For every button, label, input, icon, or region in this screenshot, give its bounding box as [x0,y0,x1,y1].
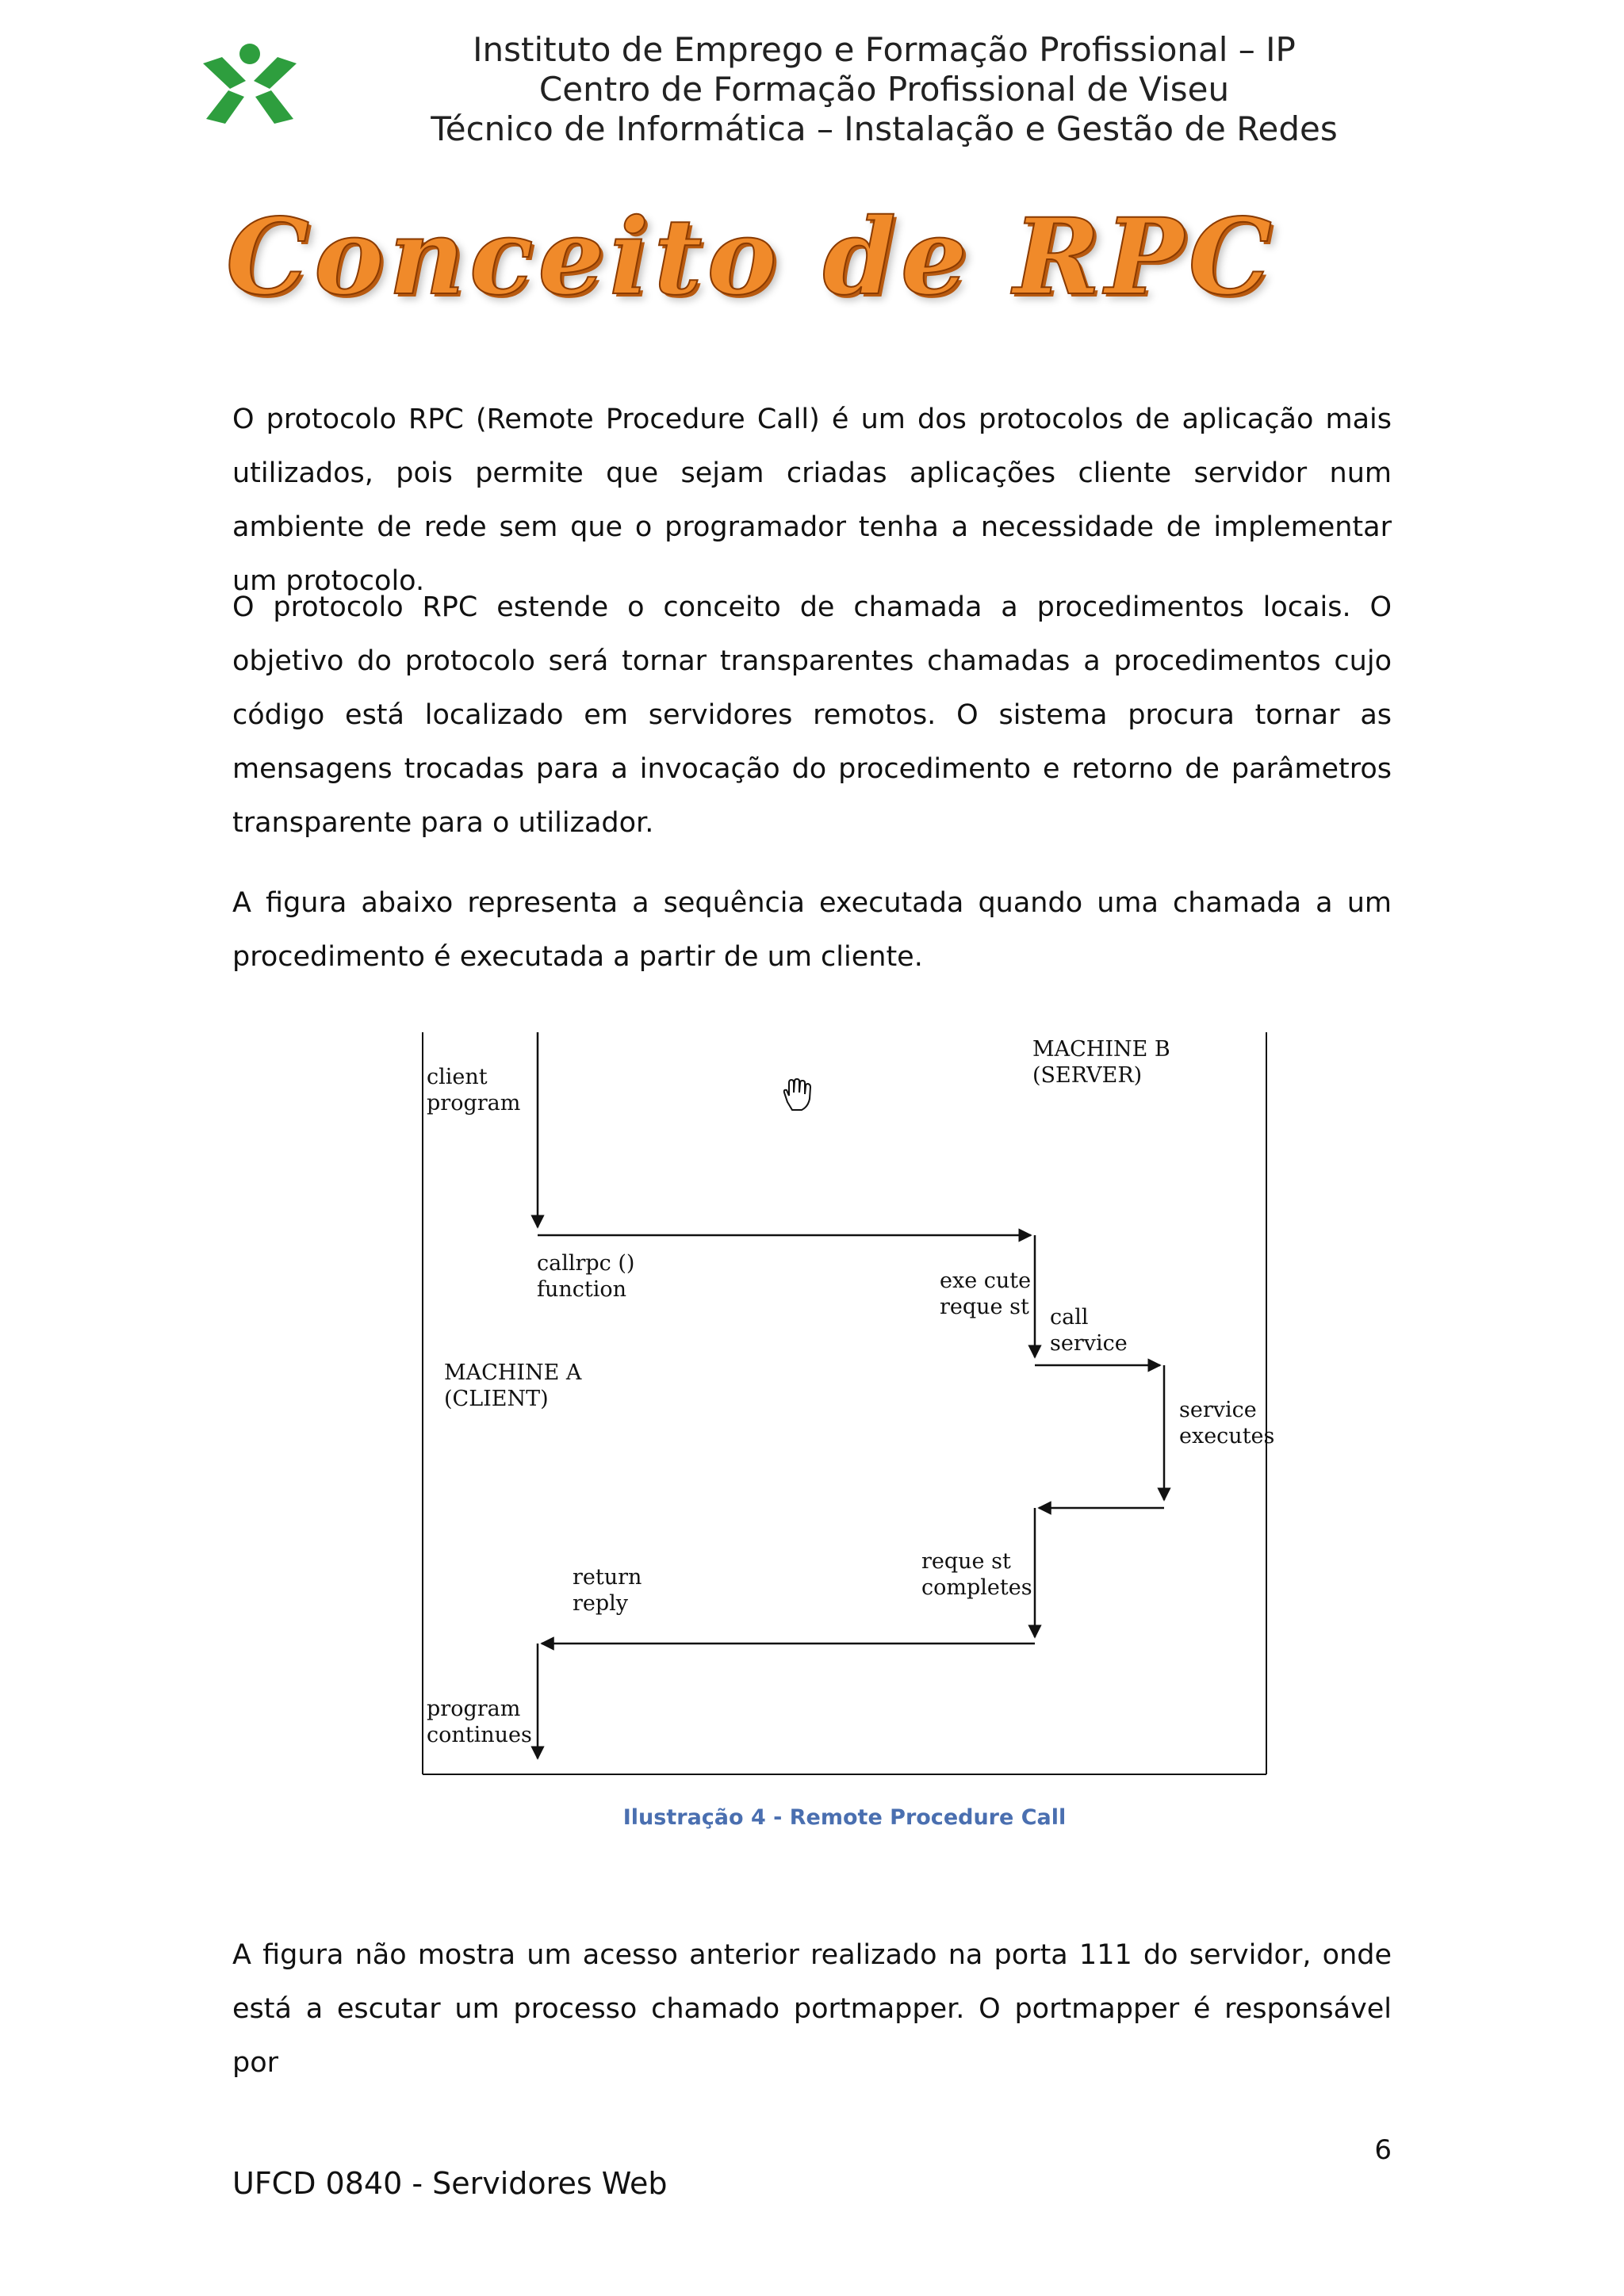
svg-text:completes [921,1575,1032,1600]
iefp-logo [198,40,301,127]
client-program-label-1: client [427,1065,488,1089]
svg-text:reque st [940,1295,1029,1319]
machine-b-label-1: MACHINE B [1032,1037,1170,1062]
paragraph-4: A figura não mostra um acesso anterior realizado na porta 111 do servidor, onde está a escutar um processo chamado portmapper. O portmapper é responsável por [232,1939,1392,2079]
svg-text:function [537,1277,626,1302]
figure-caption: Ilustração 4 - Remote Procedure Call [622,1805,1067,1830]
machine-b-label-2: (SERVER) [1032,1063,1143,1088]
client-program-label-2: program [427,1091,521,1115]
svg-text:return [573,1565,642,1590]
rpc-sequence-diagram [412,1023,1277,1784]
machine-a-label-1: MACHINE A [444,1360,582,1385]
paragraph-1: O protocolo RPC (Remote Procedure Call) é um dos protocolos de aplicação mais utilizados, pois permite que sejam criadas aplicações cliente servidor num ambiente de rede sem que o programador tenha a necessidade de implementar um protocolo. [232,404,1392,597]
svg-text:call [1050,1305,1089,1330]
svg-text:(SERVER) [1032,1063,1142,1088]
svg-text:continues [427,1723,532,1747]
paragraph-2: O protocolo RPC estende o conceito de chamada a procedimentos locais. O objetivo do protocolo será tornar transparentes chamadas a procedimentos cujo código está localizado em servidores remotos. O sistema procura tornar as mensagens trocadas para a invocação do procedimento e retorno de parâmetros transparente para o utilizador. [232,591,1392,839]
service-executes-label-1: service [1179,1398,1257,1422]
hand-cursor-icon [784,1079,810,1110]
svg-text:callrpc () [537,1251,634,1276]
svg-text:MACHINE B [1032,1037,1170,1062]
svg-text:exe cute [940,1269,1031,1293]
svg-text:program [427,1697,520,1721]
execute-request-label-2: reque st [940,1295,1029,1319]
svg-text:service [1179,1398,1257,1422]
svg-text:service [1050,1331,1128,1356]
request-completes-label-1: reque st [921,1549,1011,1574]
institution-header [381,30,1388,149]
program-continues-label-2: continues [427,1723,532,1747]
machine-a-label-2: (CLIENT) [444,1387,549,1411]
program-continues-label-1: program [427,1697,521,1721]
svg-text:client [427,1065,488,1089]
svg-text:MACHINE A [444,1360,582,1385]
page-footer: UFCD 0840 - Servidores Web [232,2166,668,2201]
header-line-3: Técnico de Informática – Instalação e Gestão de Redes [431,109,1338,148]
service-executes-label-2: executes [1179,1424,1275,1448]
svg-text:reque st [921,1549,1011,1574]
logo-mark [203,44,297,124]
page-number: 6 [1374,2134,1392,2166]
page-title: Conceito de RPC [226,196,1277,319]
call-service-label-2: service [1050,1331,1128,1356]
return-reply-label-2: reply [573,1591,629,1616]
svg-text:(CLIENT) [444,1387,549,1411]
call-service-label-1: call [1050,1305,1089,1330]
return-reply-label-1: return [573,1565,642,1590]
header-line-1: Instituto de Emprego e Formação Profissional – IP [473,30,1296,69]
execute-request-label-1: exe cute [940,1269,1032,1293]
svg-text:reply [573,1591,629,1616]
callrpc-label-2: function [537,1277,627,1302]
header-line-2: Centro de Formação Profissional de Viseu [538,70,1230,109]
callrpc-label-1: callrpc () [537,1251,635,1276]
svg-text:program [427,1091,520,1115]
paragraph-3: A figura abaixo representa a sequência executada quando uma chamada a um procedimento é executada a partir de um cliente. [232,887,1392,973]
request-completes-label-2: completes [921,1575,1032,1600]
svg-text:executes [1179,1424,1274,1448]
